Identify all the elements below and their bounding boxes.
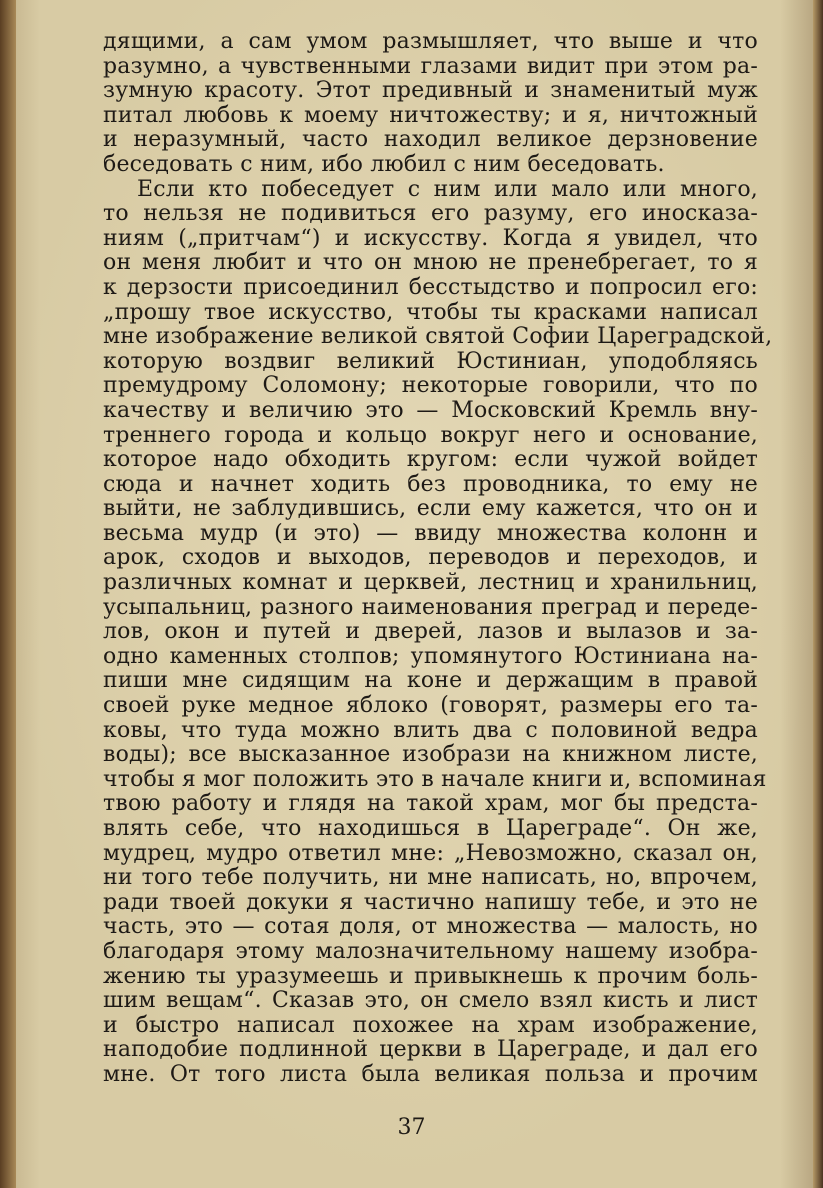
text-line: арок, сходов и выходов, переводов и переходов, и [103,545,758,571]
text-line: влять себе, что находишься в Цареграде“. Он же, [103,816,758,841]
body-text [103,29,773,1088]
text-line: ковы, что туда можно влить два с половиной ведра [103,717,758,743]
page-number: 37 [397,1115,426,1140]
text-line: к дерзости присоединил бесстыдство и попросил его: [103,274,758,300]
text-line: усыпальниц, разного наименования преград и переде- [103,594,758,620]
text-line: воды); все высказанное изобрази на книжном листе, [103,742,758,768]
text-line: ни того тебе получить, ни мне написать, но, впрочем, [103,865,758,891]
text-line: выйти, не заблудившись, если ему кажется, что он и [103,496,758,522]
text-line: Если кто побеседует с ним или мало или много, [137,176,758,202]
page-left-edge [0,0,16,1188]
text-line: сюда и начнет ходить без проводника, то ему не [103,471,758,497]
text-line: мне изображение великой святой Софии Цареградской, [103,324,773,350]
text-line: беседовать с ним, ибо любил с ним беседовать. [103,151,665,177]
text-line: которое надо обходить кругом: если чужой войдет [103,447,758,473]
text-line: наподобие подлинной церкви в Цареграде, и дал его [103,1037,758,1063]
text-line: пиши мне сидящим на коне и держащим в правой [103,668,758,694]
text-line: качеству и величию это — Московский Кремль вну- [103,397,758,423]
text-line: ниям („притчам“) и искусству. Когда я увидел, что [103,225,758,251]
text-line: зумную красоту. Этот предивный и знаменитый муж [103,78,758,104]
text-line: разумно, а чувственными глазами видит при этом ра- [103,53,758,79]
text-line: которую воздвиг великий Юстиниан, уподобляясь [103,348,758,374]
text-line: благодаря этому малозначительному нашему изобра- [103,938,758,964]
text-line: премудрому Соломону; некоторые говорили, что по [103,373,758,399]
text-line: различных комнат и церквей, лестниц и хранильниц, [103,570,758,596]
text-line: дящими, а сам умом размышляет, что выше и что [103,29,758,54]
text-line: лов, окон и путей и дверей, лазов и вылазов и за- [103,619,758,645]
text-line: жению ты уразумеешь и привыкнешь к прочим боль- [103,963,758,989]
text-line: часть, это — сотая доля, от множества — малость, но [103,914,758,940]
text-line: питал любовь к моему ничтожеству; и я, ничтожный [103,102,758,128]
text-line: мудрец, мудро ответил мне: „Невозможно, сказал он, [103,840,758,866]
text-line: „прошу твое искусство, чтобы ты красками написал [103,299,758,325]
text-line: одно каменных столпов; упомянутого Юстиниана на- [103,643,758,669]
text-line: шим вещам“. Сказав это, он смело взял кисть и лист [103,988,758,1014]
text-line: и неразумный, часто находил великое дерзновение [103,127,758,153]
text-line: своей руке медное яблоко (говорят, размеры его та- [103,693,758,719]
text-line: ради твоей докуки я частично напишу тебе, и это не [103,889,758,915]
page-right-edge [813,0,823,1188]
text-line: он меня любит и что он мною не пренебрегает, то я [103,250,758,276]
text-line: весьма мудр (и это) — ввиду множества колонн и [103,520,758,546]
text-line: и быстро написал похожее на храм изображение, [103,1012,758,1038]
text-line: треннего города и кольцо вокруг него и основание, [103,422,758,448]
text-line: то нельзя не подивиться его разуму, его иносказа- [103,201,758,227]
text-line: твою работу и глядя на такой храм, мог бы предста- [103,791,758,817]
text-line: чтобы я мог положить это в начале книги и, вспоминая [103,766,767,792]
text-line: мне. От того листа была великая польза и прочим [103,1061,758,1087]
